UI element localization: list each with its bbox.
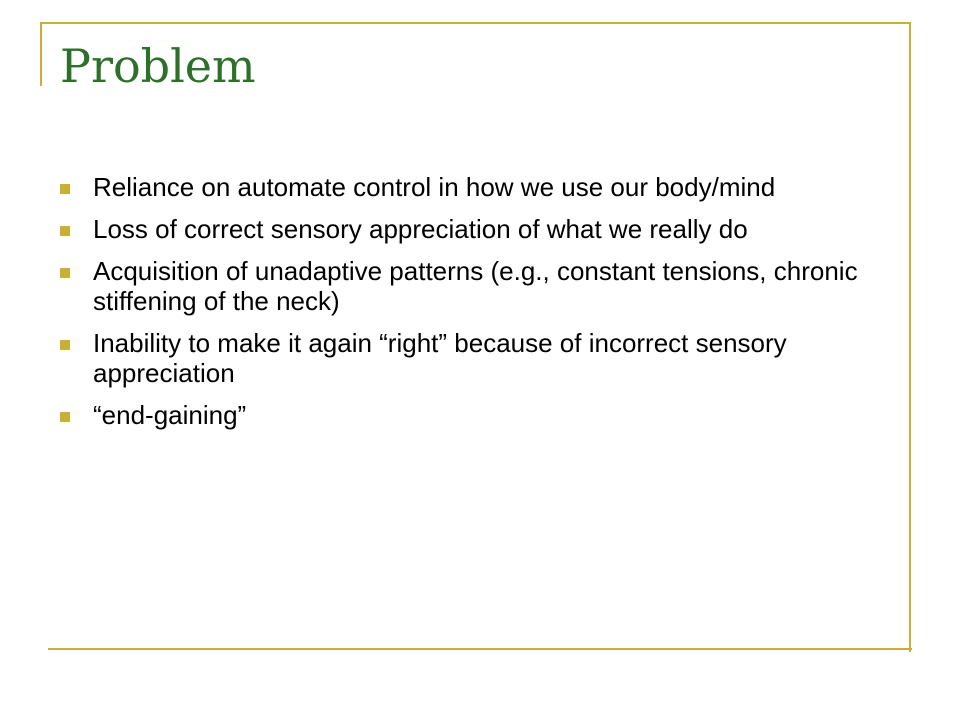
bullet-list xyxy=(60,172,890,442)
square-bullet-icon xyxy=(60,340,70,350)
bullet-text: Loss of correct sensory appreciation of what we really do xyxy=(93,214,748,244)
bullet-text: Acquisition of unadaptive patterns (e.g., constant tensions, chronic stiffening of the neck) xyxy=(93,256,858,316)
bullet-text: “end-gaining” xyxy=(93,400,247,430)
slide-title: Problem xyxy=(60,39,256,93)
frame-bottom-line xyxy=(48,648,912,650)
bullet-text: Inability to make it again “right” because of incorrect sensory appreciation xyxy=(93,328,787,388)
square-bullet-icon xyxy=(60,268,70,278)
frame-left-line xyxy=(40,22,42,86)
bullet-item xyxy=(60,172,890,202)
square-bullet-icon xyxy=(60,412,70,422)
bullet-item xyxy=(60,400,890,430)
square-bullet-icon xyxy=(60,226,70,236)
square-bullet-icon xyxy=(60,184,70,194)
bullet-text: Reliance on automate control in how we use our body/mind xyxy=(93,172,776,202)
bullet-item xyxy=(60,214,890,244)
bullet-item xyxy=(60,256,890,316)
bullet-item xyxy=(60,328,890,388)
frame-top-line xyxy=(40,22,910,24)
frame-right-line xyxy=(909,22,911,652)
